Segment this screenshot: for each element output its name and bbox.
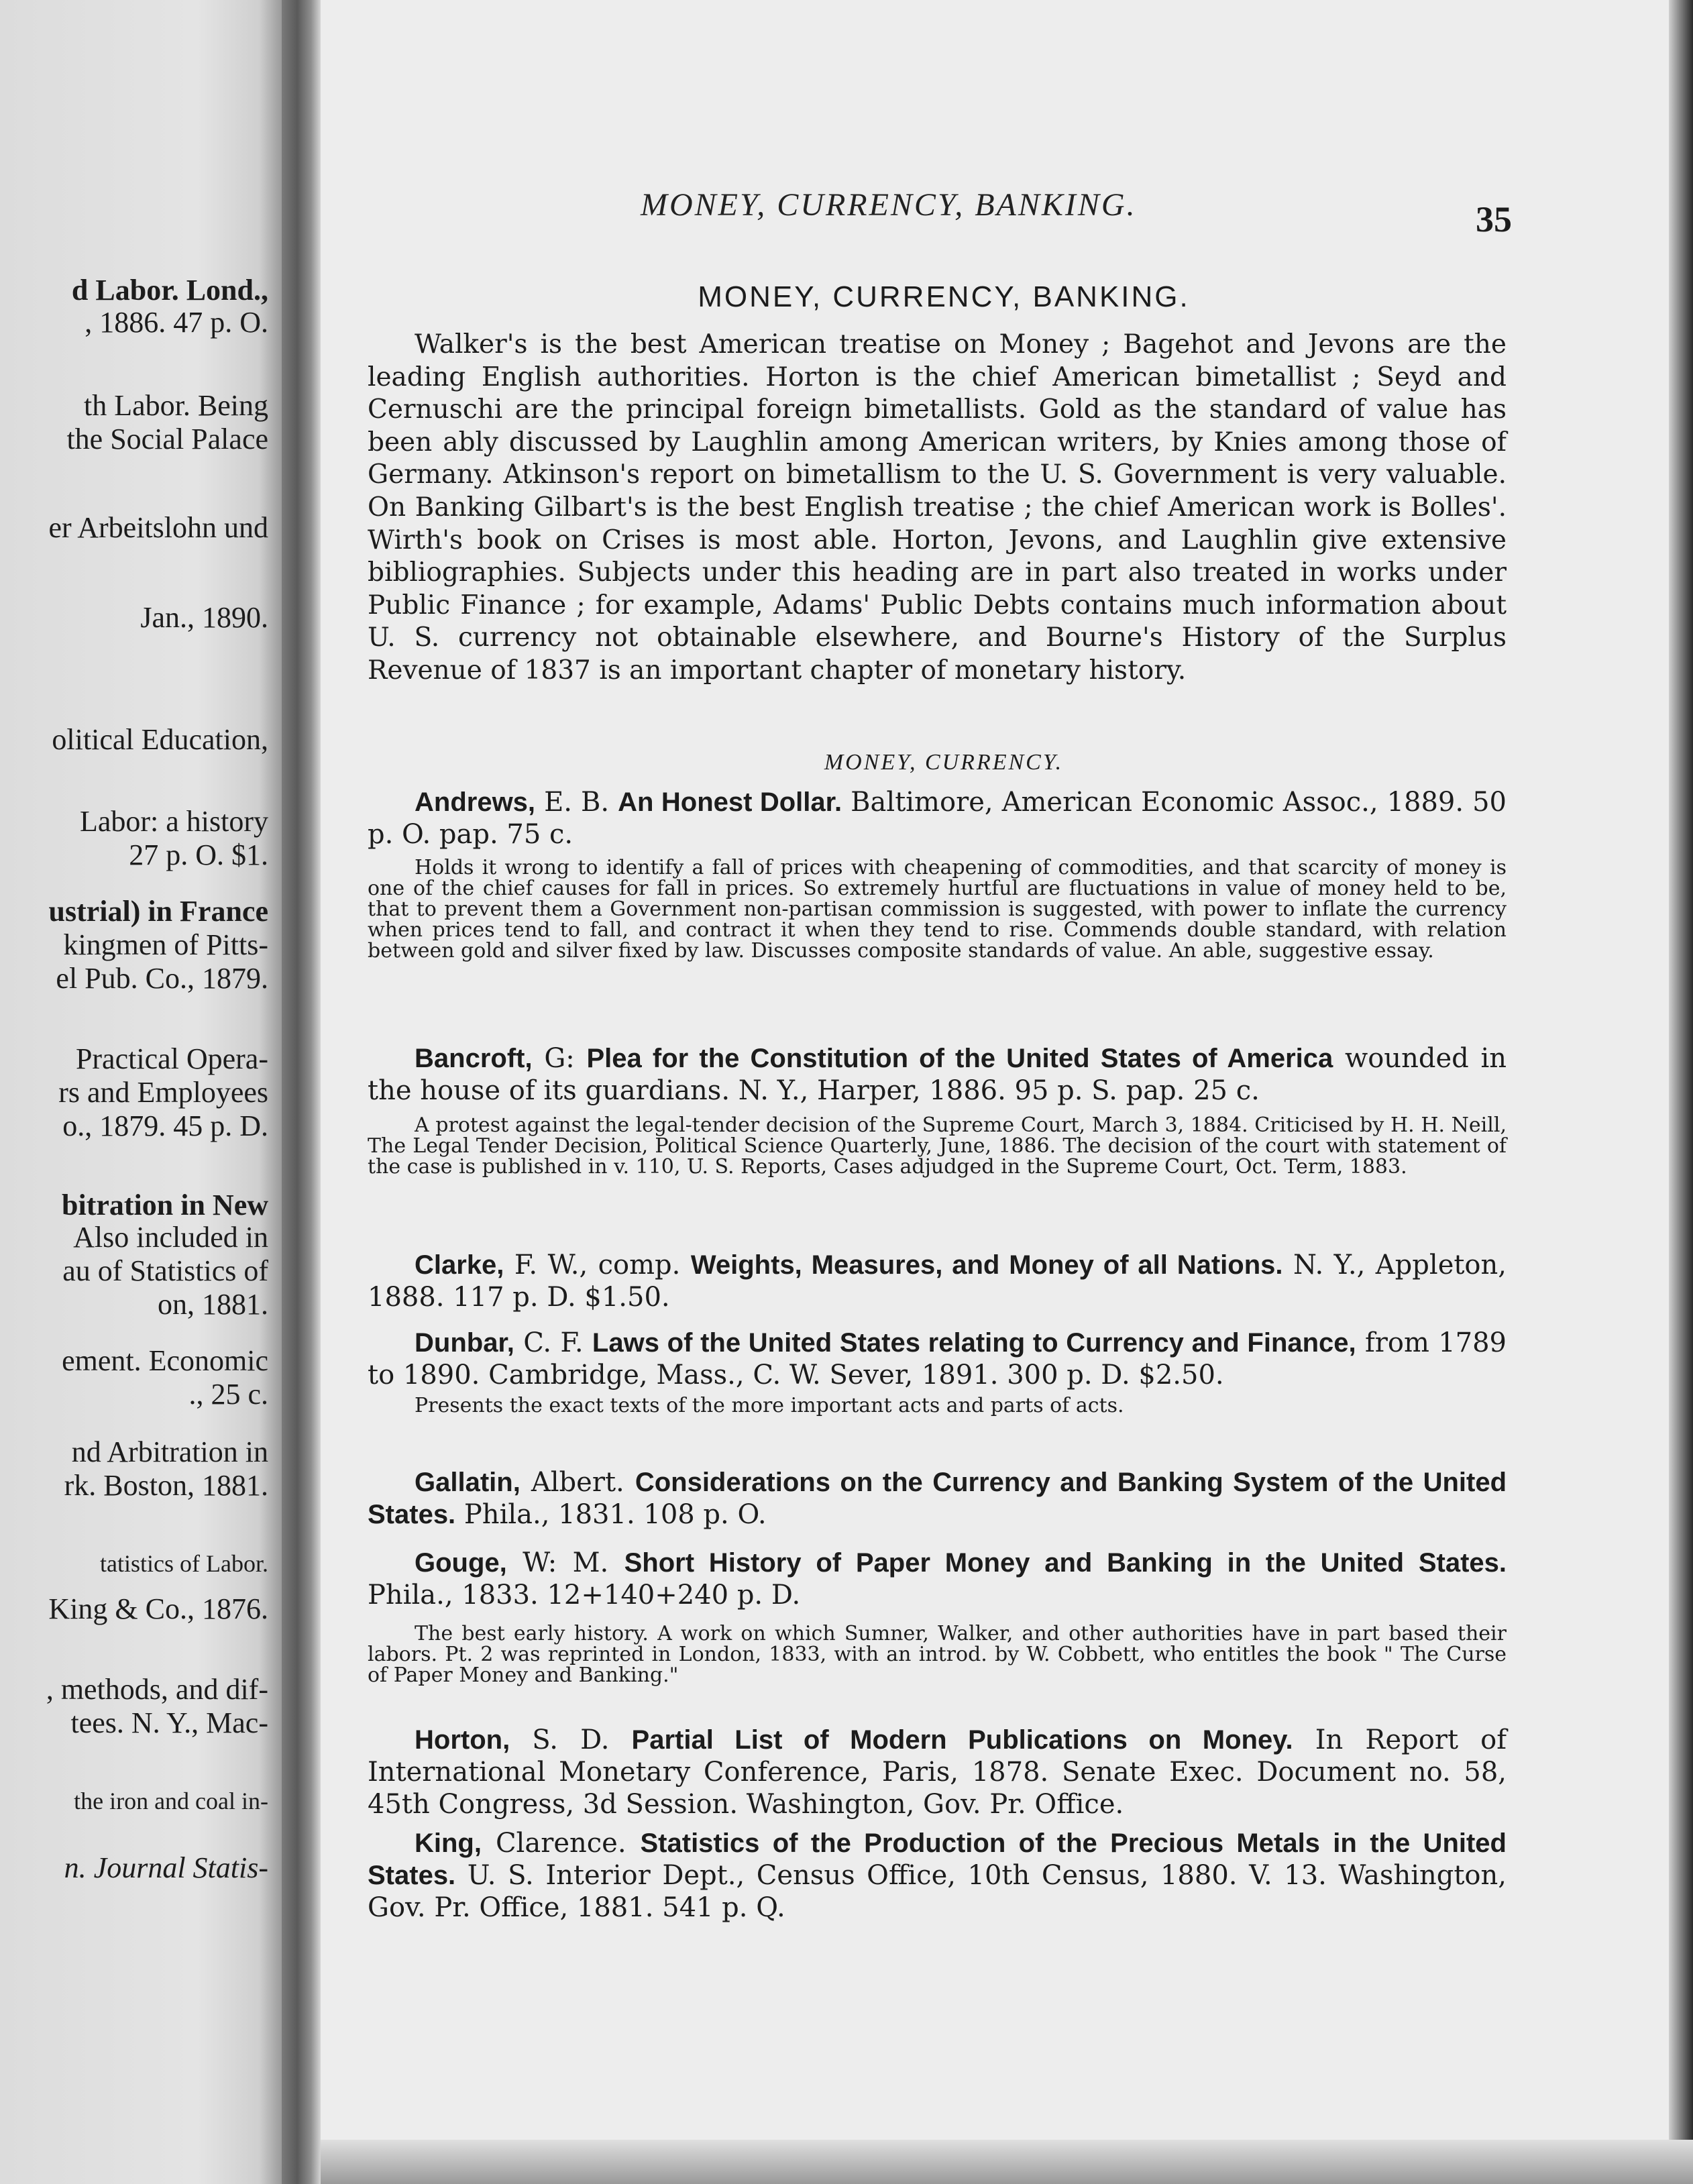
entry-title: Statistics of the Production of the Precious Metals in the United States.	[368, 1828, 1507, 1890]
entry-citation	[368, 1249, 1507, 1313]
entry-title: Short History of Paper Money and Banking in the United States.	[624, 1548, 1507, 1578]
entry-imprint: Baltimore, American Economic Assoc., 1889. 50 p. O. pap. 75 c.	[368, 787, 1507, 850]
entry-author-detail: F. W., comp.	[504, 1250, 691, 1280]
book-gutter	[282, 0, 321, 2184]
entry-title: Plea for the Constitution of the United States of America	[586, 1044, 1333, 1073]
left-line: rs and Employees	[58, 1076, 268, 1109]
left-line: on, 1881.	[158, 1288, 268, 1321]
entry-citation	[368, 1327, 1507, 1391]
left-line: Also included in	[73, 1221, 268, 1254]
left-line: er Arbeitslohn und	[48, 511, 268, 544]
left-line: ustrial) in France	[48, 895, 268, 928]
page-number: 35	[1476, 199, 1512, 239]
entry-author-detail: E. B.	[535, 787, 618, 818]
entry-title: Partial List of Modern Publications on Money.	[631, 1725, 1293, 1755]
left-line: au of Statistics of	[62, 1254, 268, 1287]
bibliography-entry	[368, 1249, 1507, 1313]
left-line: Practical Opera-	[75, 1042, 268, 1075]
entry-citation	[368, 786, 1507, 851]
entry-imprint: wounded in the house of its guardians. N. Y., Harper, 1886. 95 p. S. pap. 25 c.	[368, 1043, 1507, 1106]
entry-title: Weights, Measures, and Money of all Nations.	[690, 1250, 1283, 1280]
left-line: ., 25 c.	[188, 1378, 268, 1411]
entry-author: Bancroft,	[415, 1044, 533, 1073]
entry-citation	[368, 1724, 1507, 1820]
entry-citation	[368, 1827, 1507, 1924]
entry-citation	[368, 1547, 1507, 1611]
bibliography-entry	[368, 1724, 1507, 1820]
left-line: 27 p. O. $1.	[129, 838, 268, 871]
bibliography-entry	[368, 1827, 1507, 1924]
left-page-fragment	[0, 0, 282, 2184]
entry-imprint: In Report of International Monetary Conference, Paris, 1878. Senate Exec. Document no. 58, 45th Congress, 3d Session. Washington, Gov. Pr. Office.	[368, 1725, 1507, 1820]
entry-annotation: Presents the exact texts of the more important acts and parts of acts.	[415, 1394, 1124, 1417]
left-line: n. Journal Statis-	[64, 1851, 268, 1884]
page-bottom-edge	[321, 2140, 1693, 2184]
left-line: the iron and coal in-	[74, 1788, 268, 1814]
left-line: tatistics of Labor.	[100, 1550, 268, 1577]
intro-paragraph: Walker's is the best American treatise on Money ; Bagehot and Jevons are the leading English authorities. Horton is the chief American bimetallist ; Seyd and Cernuschi are the principal foreign bimetallists. Gold as the standard of value has been ably discussed by Laughlin among American writers, by Knies among those of Germany. Atkinson's report on bimetallism to the U. S. Government is very valuable. On Banking Gilbart's is the best English treatise ; the chief American work is Bolles'. Wirth's book on Crises is most able. Horton, Jevons, and Laughlin give extensive bibliographies. Subjects under this heading are in part also treated in works under Public Finance ; for example, Adams' Public Debts contains much information about U. S. currency not obtainable elsewhere, and Bourne's History of the Surplus Revenue of 1837 is an important chapter of monetary history.	[368, 329, 1507, 686]
entry-imprint: N. Y., Appleton, 1888. 117 p. D. $1.50.	[368, 1250, 1507, 1313]
entry-annotation: Holds it wrong to identify a fall of prices with cheapening of commodities, and that scarcity of money is one of the chief causes for fall in prices. So extremely hurtful are fluctuations in value of money held to be, that to prevent them a Government non-partisan commission is suggested, with power to inflate the currency when prices tend to fall, and contract it when they tend to rise. Commends double standard, with relation between gold and silver fixed by law. Discusses composite standards of value. An able, suggestive essay.	[368, 856, 1507, 963]
entry-author-detail: Clarence.	[481, 1828, 641, 1859]
bibliography-entry	[368, 1466, 1507, 1531]
left-line: nd Arbitration in	[71, 1435, 268, 1468]
entry-title: Considerations on the Currency and Banking System of the United States.	[368, 1468, 1507, 1529]
running-head: MONEY, CURRENCY, BANKING.	[641, 187, 1137, 223]
left-line: o., 1879. 45 p. D.	[62, 1109, 268, 1142]
entry-annotation: A protest against the legal-tender decision of the Supreme Court, March 3, 1884. Criticised by H. H. Neill, The Legal Tender Decision, Political Science Quarterly, June, 1886. The decision of the court with statement of the case is published in v. 110, U. S. Reports, Cases adjudged in the Supreme Court, Oct. Term, 1883.	[368, 1113, 1507, 1179]
entry-author: Gallatin,	[415, 1468, 521, 1497]
entry-author-detail: C. F.	[514, 1327, 592, 1358]
left-line: th Labor. Being	[84, 389, 268, 422]
page-edge-shadow	[1669, 0, 1693, 2184]
left-line: Labor: a history	[79, 805, 268, 838]
entry-author: Horton,	[415, 1725, 510, 1755]
bibliography-entry	[368, 1547, 1507, 1686]
entry-title: An Honest Dollar.	[618, 787, 842, 817]
subsection-heading: MONEY, CURRENCY.	[824, 750, 1064, 775]
left-line: ement. Economic	[62, 1344, 268, 1377]
bibliography-entry	[368, 1042, 1507, 1177]
bibliography-entry	[368, 786, 1507, 961]
left-line: olitical Education,	[52, 723, 268, 756]
left-line: Jan., 1890.	[140, 601, 268, 634]
left-line: tees. N. Y., Mac-	[70, 1706, 268, 1739]
entry-author-detail: Albert.	[520, 1467, 635, 1498]
entry-author: King,	[415, 1828, 482, 1858]
bibliography-entry	[368, 1327, 1507, 1416]
left-line: , methods, and dif-	[46, 1673, 268, 1706]
left-line: , 1886. 47 p. O.	[85, 306, 268, 339]
entry-author: Andrews,	[415, 787, 536, 817]
entry-author-detail: G:	[532, 1043, 587, 1074]
left-line: rk. Boston, 1881.	[64, 1469, 268, 1502]
entry-imprint: Phila., 1831. 108 p. O.	[455, 1499, 767, 1530]
entry-citation	[368, 1466, 1507, 1531]
entry-author: Clarke,	[415, 1250, 504, 1280]
entry-author: Dunbar,	[415, 1328, 514, 1358]
entry-imprint: Phila., 1833. 12+140+240 p. D.	[368, 1580, 801, 1610]
entry-citation	[368, 1042, 1507, 1107]
entry-author-detail: S. D.	[510, 1725, 632, 1755]
entry-imprint: U. S. Interior Dept., Census Office, 10th Census, 1880. V. 13. Washington, Gov. Pr. Office, 1881. 541 p. Q.	[368, 1860, 1507, 1923]
left-line: el Pub. Co., 1879.	[56, 962, 268, 995]
left-line: d Labor. Lond.,	[71, 274, 268, 307]
entry-author-detail: W: M.	[506, 1547, 624, 1578]
entry-title: Laws of the United States relating to Currency and Finance,	[592, 1328, 1356, 1358]
entry-imprint: from 1789 to 1890. Cambridge, Mass., C. W. Sever, 1891. 300 p. D. $2.50.	[368, 1327, 1507, 1390]
left-line: kingmen of Pitts-	[63, 928, 268, 961]
left-line: King & Co., 1876.	[48, 1592, 268, 1625]
left-line: the Social Palace	[66, 423, 268, 455]
section-title: MONEY, CURRENCY, BANKING.	[698, 280, 1190, 313]
left-line: bitration in New	[62, 1189, 268, 1221]
entry-annotation: The best early history. A work on which Sumner, Walker, and other authorities have in part based their labors. Pt. 2 was reprinted in London, 1833, with an introd. by W. Cobbett, who entitles the book " The Curse of Paper Money and Banking."	[368, 1622, 1507, 1687]
entry-author: Gouge,	[415, 1548, 507, 1578]
